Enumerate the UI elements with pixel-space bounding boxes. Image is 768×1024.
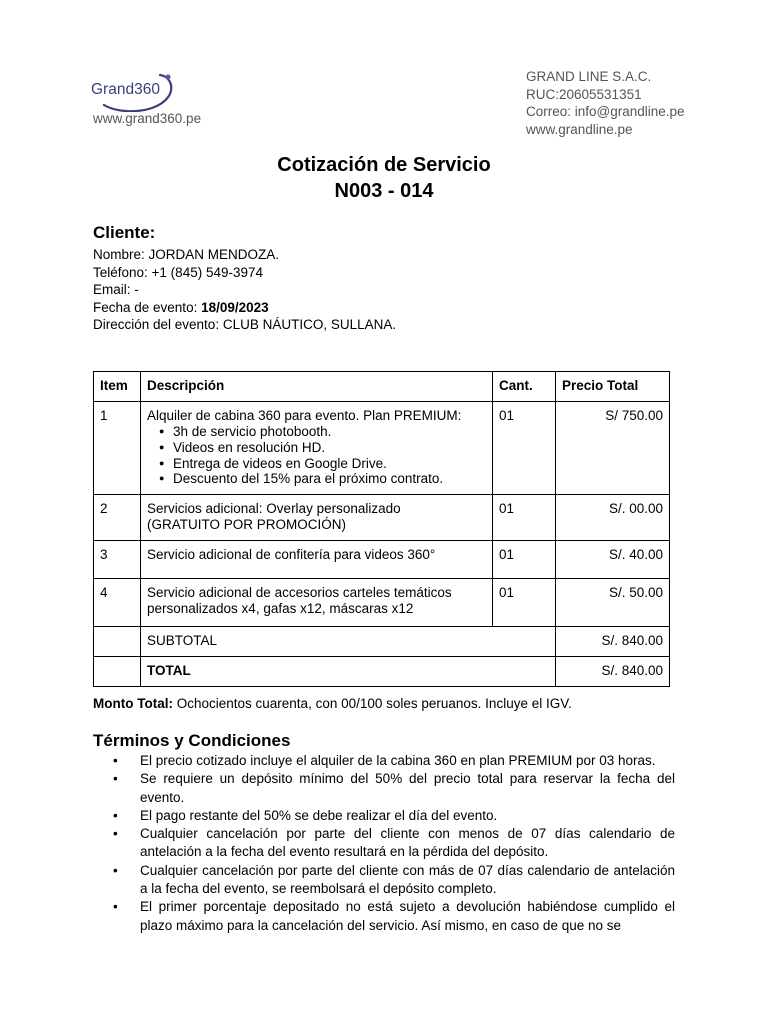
cliente-heading: Cliente: <box>93 223 156 242</box>
quote-table <box>93 371 670 687</box>
row-description: Servicio adicional de confitería para videos 360° <box>141 541 493 579</box>
grand360-logo <box>90 72 176 112</box>
list-item: ● Entrega de videos en Google Drive. <box>159 456 486 472</box>
list-item: • Se requiere un depósito mínimo del 50% del precio total para reservar la fecha del evento. <box>93 770 675 807</box>
website-link[interactable]: www.grand360.pe <box>93 111 202 126</box>
list-item: • El pago restante del 50% se debe realizar el día del evento. <box>93 807 675 825</box>
table-row <box>94 402 670 495</box>
row-item: 3 <box>94 541 141 579</box>
row-desc-text-2: personalizados x4, gafas x12, máscaras x12 <box>147 601 414 617</box>
fecha-label: Fecha de evento: <box>93 299 202 315</box>
list-item: ● Descuento del 15% para el próximo contrato. <box>159 471 486 487</box>
total-label: TOTAL <box>141 657 556 687</box>
row-description <box>141 579 493 627</box>
list-item: • Cualquier cancelación por parte del cliente con más de 07 días calendario de antelación a la fecha del evento, se reembolsará el depósito completo. <box>93 862 675 899</box>
row-desc-text: Servicio adicional de accesorios carteles temáticos <box>147 585 452 601</box>
row-item: 2 <box>94 495 141 541</box>
logo-text: Grand360 <box>91 81 160 98</box>
subtotal-label: SUBTOTAL <box>141 627 556 657</box>
cliente-nombre: Nombre: JORDAN MENDOZA. <box>93 247 280 262</box>
header-cant: Cant. <box>493 372 556 402</box>
total-row <box>94 657 670 687</box>
monto-total <box>93 696 572 711</box>
plan-features-list <box>147 424 486 487</box>
cliente-telefono: Teléfono: +1 (845) 549-3974 <box>93 264 264 280</box>
subtotal-value: S/. 840.00 <box>556 627 670 657</box>
row-cant: 01 <box>493 541 556 579</box>
monto-text: Ochocientos cuarenta, con 00/100 soles peruanos. Incluye el IGV. <box>172 696 572 711</box>
list-item: • Cualquier cancelación por parte del cliente con menos de 07 días calendario de antelación a la fecha del evento resultará en la pérdida del depósito. <box>93 825 675 862</box>
list-item: ● Videos en resolución HD. <box>159 440 486 456</box>
row-price: S/. 00.00 <box>556 495 670 541</box>
header-descripcion: Descripción <box>141 372 493 402</box>
list-item: ● 3h de servicio photobooth. <box>159 424 486 440</box>
cliente-email: Email: - <box>93 282 139 298</box>
company-ruc: RUC:20605531351 <box>526 86 642 102</box>
row-item: 1 <box>94 402 141 495</box>
table-row <box>94 541 670 579</box>
cliente-details <box>93 246 396 334</box>
table-row <box>94 495 670 541</box>
row-desc-text: Servicios adicional: Overlay personalizado <box>147 501 401 517</box>
row-item: 4 <box>94 579 141 627</box>
header-item: Item <box>94 372 141 402</box>
row-price: S/ 750.00 <box>556 402 670 495</box>
row-cant: 01 <box>493 402 556 495</box>
cliente-direccion: Dirección del evento: CLUB NÁUTICO, SULLANA. <box>93 317 397 333</box>
table-row <box>94 579 670 627</box>
terms-list <box>93 752 675 935</box>
company-email[interactable]: Correo: info@grandline.pe <box>526 104 685 119</box>
company-info <box>526 68 685 138</box>
row-price: S/. 40.00 <box>556 541 670 579</box>
total-value: S/. 840.00 <box>556 657 670 687</box>
subtotal-empty-cell <box>94 627 141 657</box>
row-description <box>141 495 493 541</box>
list-item: • El primer porcentaje depositado no está sujeto a devolución habiéndose cumplido el plazo máximo para la cancelación del servicio. Así mismo, en caso de que no se <box>93 898 675 935</box>
fecha-value: 18/09/2023 <box>201 299 269 315</box>
document-title <box>0 152 768 204</box>
row-price: S/. 50.00 <box>556 579 670 627</box>
row-description <box>141 402 493 495</box>
table-header-row <box>94 372 670 402</box>
row-desc-text-2: (GRATUITO POR PROMOCIÓN) <box>147 517 346 533</box>
company-website[interactable]: www.grandline.pe <box>526 121 633 137</box>
total-empty-cell <box>94 657 141 687</box>
row-cant: 01 <box>493 495 556 541</box>
subtotal-row <box>94 627 670 657</box>
row-cant: 01 <box>493 579 556 627</box>
list-item: • El precio cotizado incluye el alquiler de la cabina 360 en plan PREMIUM por 03 horas. <box>93 752 675 770</box>
header-precio: Precio Total <box>556 372 670 402</box>
row-desc-text: Alquiler de cabina 360 para evento. Plan PREMIUM: <box>147 408 462 423</box>
monto-label: Monto Total: <box>93 696 173 711</box>
terms-heading: Términos y Condiciones <box>93 731 291 750</box>
quote-number: N003 - 014 <box>334 180 434 202</box>
grand360-logo-mark <box>90 72 176 112</box>
company-name: GRAND LINE S.A.C. <box>526 69 652 84</box>
title-line1: Cotización de Servicio <box>277 154 491 176</box>
cliente-fecha <box>93 299 396 317</box>
